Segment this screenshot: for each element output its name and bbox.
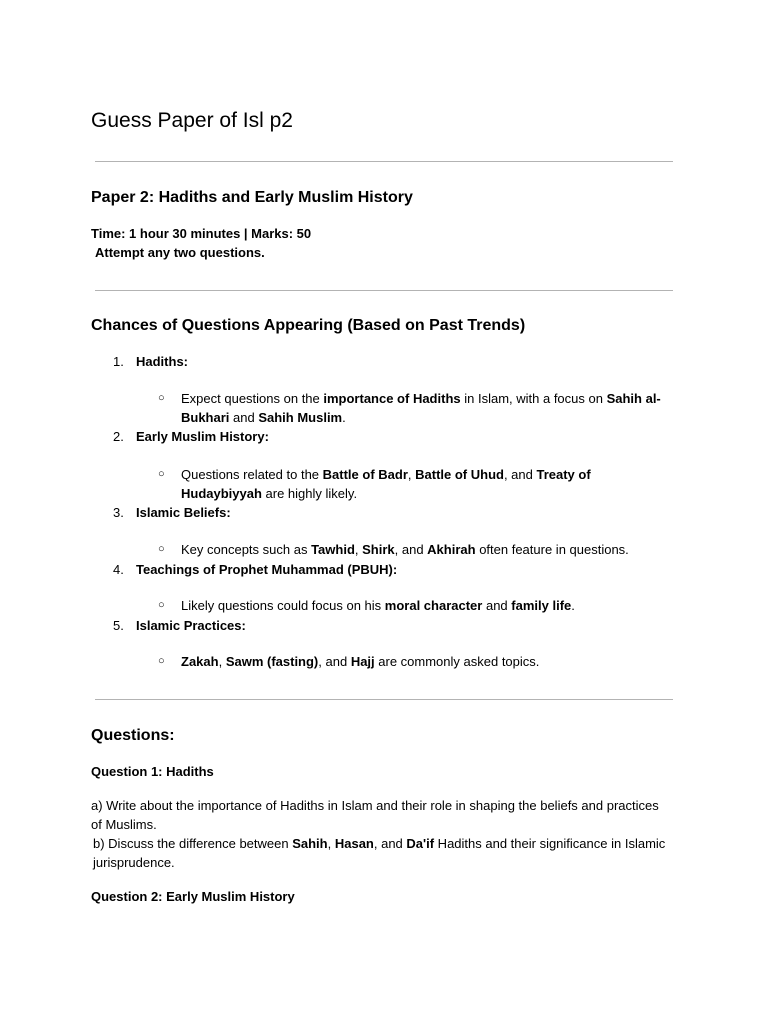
list-item-detail: Key concepts such as Tawhid, Shirk, and Akhirah often feature in questions. <box>181 542 629 557</box>
chances-heading: Chances of Questions Appearing (Based on Past Trends) <box>91 317 526 334</box>
list-item-number: 2. <box>113 429 124 444</box>
bullet-icon: ○ <box>158 543 165 555</box>
instruction: Attempt any two questions. <box>95 245 265 260</box>
question-1b: b) Discuss the difference between Sahih, Hasan, and Da'if Hadiths and their significance in Islamic jurisprudence. <box>93 836 666 870</box>
bullet-icon: ○ <box>158 655 165 667</box>
list-item-label: Hadiths: <box>136 354 188 369</box>
bullet-icon: ○ <box>158 392 165 404</box>
list-item-number: 4. <box>113 562 124 577</box>
document-title: Guess Paper of Isl p2 <box>91 109 293 132</box>
list-item-label: Islamic Beliefs: <box>136 505 231 520</box>
paper-heading: Paper 2: Hadiths and Early Muslim History <box>91 189 413 206</box>
list-item-number: 1. <box>113 354 124 369</box>
list-item-label: Teachings of Prophet Muhammad (PBUH): <box>136 562 398 577</box>
divider <box>95 290 673 291</box>
time-marks: Time: 1 hour 30 minutes | Marks: 50 <box>91 226 312 241</box>
list-item-number: 3. <box>113 505 124 520</box>
list-item-detail: Likely questions could focus on his moral character and family life. <box>181 598 575 613</box>
divider <box>95 161 673 162</box>
bullet-icon: ○ <box>158 599 165 611</box>
questions-heading: Questions: <box>91 727 175 744</box>
list-item-label: Islamic Practices: <box>136 618 246 633</box>
question-2-heading: Question 2: Early Muslim History <box>91 889 295 904</box>
list-item-label: Early Muslim History: <box>136 429 269 444</box>
question-1-heading: Question 1: Hadiths <box>91 764 214 779</box>
list-item-detail: Expect questions on the importance of Hadiths in Islam, with a focus on Sahih al-Bukhari and Sahih Muslim. <box>181 391 661 425</box>
list-item-number: 5. <box>113 618 124 633</box>
bullet-icon: ○ <box>158 468 165 480</box>
question-1a: a) Write about the importance of Hadiths in Islam and their role in shaping the beliefs and practices of Muslims. <box>91 798 659 832</box>
divider <box>95 699 673 700</box>
list-item-detail: Questions related to the Battle of Badr, Battle of Uhud, and Treaty of Hudaybiyyah are highly likely. <box>181 467 591 501</box>
list-item-detail: Zakah, Sawm (fasting), and Hajj are commonly asked topics. <box>181 654 540 669</box>
